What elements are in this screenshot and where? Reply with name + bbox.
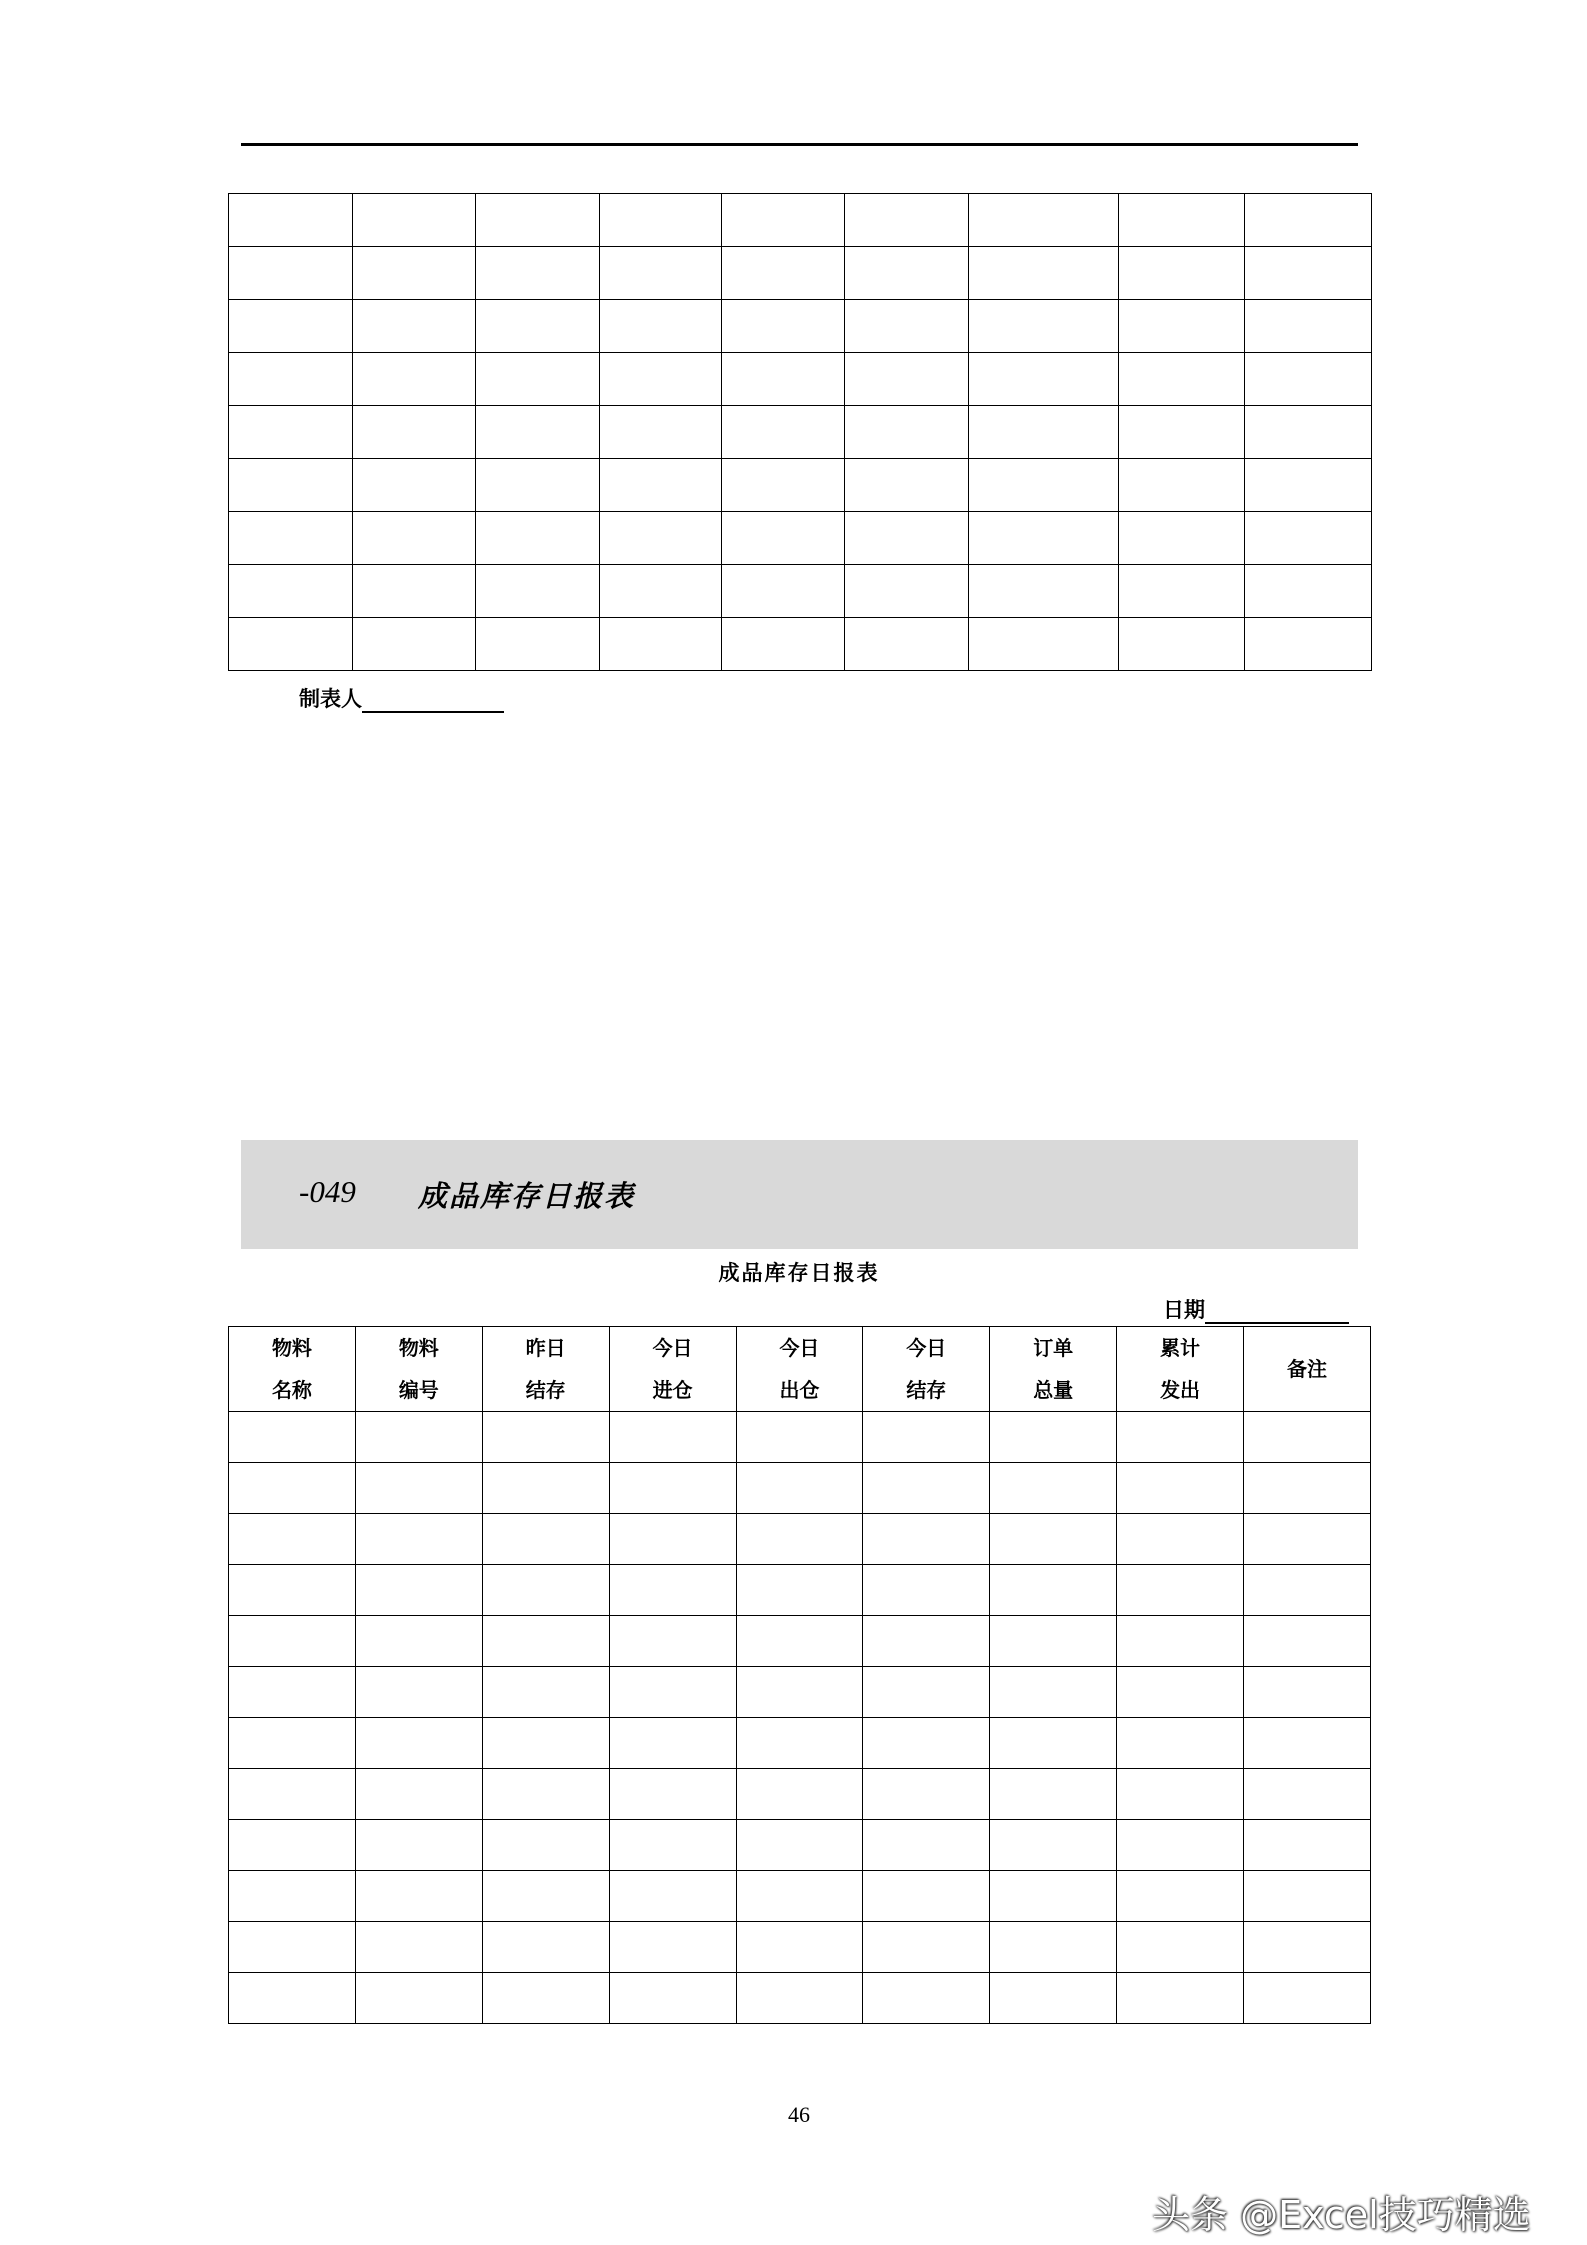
watermark: 头条 @Excel技巧精选: [1152, 2193, 1531, 2237]
table-cell[interactable]: [736, 1412, 863, 1463]
table-cell[interactable]: [609, 1463, 736, 1514]
table-cell[interactable]: [482, 1514, 609, 1565]
table-cell[interactable]: [482, 1667, 609, 1718]
table-cell[interactable]: [482, 1616, 609, 1667]
table-cell[interactable]: [990, 1718, 1117, 1769]
table-cell[interactable]: [1244, 1820, 1371, 1871]
table-cell[interactable]: [990, 1616, 1117, 1667]
table-row: [229, 247, 1372, 300]
table-cell[interactable]: [482, 1922, 609, 1973]
table-cell[interactable]: [355, 1922, 482, 1973]
table-cell[interactable]: [969, 565, 1119, 618]
column-header: [1244, 1327, 1371, 1412]
table-row: [229, 459, 1372, 512]
table-cell[interactable]: [229, 300, 353, 353]
table-cell[interactable]: [845, 512, 969, 565]
table-cell[interactable]: [1245, 194, 1372, 247]
table-cell[interactable]: [229, 247, 353, 300]
column-header: [355, 1327, 482, 1412]
table-cell[interactable]: [990, 1412, 1117, 1463]
table-cell[interactable]: [476, 353, 600, 406]
table-cell[interactable]: [355, 1871, 482, 1922]
table-cell[interactable]: [990, 1514, 1117, 1565]
column-header: [990, 1327, 1117, 1412]
table-cell[interactable]: [1244, 1667, 1371, 1718]
table-cell[interactable]: [229, 1820, 356, 1871]
table-row: [229, 194, 1372, 247]
table-cell[interactable]: [600, 512, 722, 565]
header-text: 总量: [1033, 1378, 1074, 1402]
table-cell[interactable]: [1119, 565, 1245, 618]
table-cell[interactable]: [476, 565, 600, 618]
table-cell[interactable]: [736, 1871, 863, 1922]
table-cell[interactable]: [229, 1769, 356, 1820]
column-header: [863, 1327, 990, 1412]
table-cell[interactable]: [229, 459, 353, 512]
table-cell[interactable]: [355, 1616, 482, 1667]
table-cell[interactable]: [355, 1718, 482, 1769]
table-cell[interactable]: [1117, 1718, 1244, 1769]
table-cell[interactable]: [1117, 1463, 1244, 1514]
table-cell[interactable]: [722, 618, 845, 671]
table-cell[interactable]: [229, 1871, 356, 1922]
table-cell[interactable]: [1245, 406, 1372, 459]
table-cell[interactable]: [863, 1412, 990, 1463]
table-cell[interactable]: [863, 1973, 990, 2024]
report-title: 成品库存日报表: [718, 1261, 880, 1285]
table-row: [229, 565, 1372, 618]
header-text: 发出: [1160, 1378, 1201, 1402]
header-text: 今日: [906, 1336, 947, 1360]
table-cell[interactable]: [1244, 1616, 1371, 1667]
table-cell[interactable]: [609, 1514, 736, 1565]
table-cell[interactable]: [969, 459, 1119, 512]
table-cell[interactable]: [969, 618, 1119, 671]
table-cell[interactable]: [476, 406, 600, 459]
header-text: 结存: [525, 1378, 566, 1402]
table-cell[interactable]: [1245, 353, 1372, 406]
column-header: [609, 1327, 736, 1412]
table-row: [229, 1514, 1371, 1565]
table-cell[interactable]: [482, 1718, 609, 1769]
table-cell[interactable]: [229, 1616, 356, 1667]
table-cell[interactable]: [1119, 353, 1245, 406]
table-cell[interactable]: [1119, 300, 1245, 353]
table-cell[interactable]: [229, 194, 353, 247]
table-cell[interactable]: [845, 406, 969, 459]
table-cell[interactable]: [229, 1463, 356, 1514]
header-text: 名称: [271, 1378, 312, 1402]
date-blank[interactable]: [1205, 1300, 1349, 1324]
table-cell[interactable]: [863, 1871, 990, 1922]
table-cell[interactable]: [600, 300, 722, 353]
header-text: 进仓: [652, 1378, 693, 1402]
table-cell[interactable]: [1244, 1922, 1371, 1973]
table-cell[interactable]: [1244, 1463, 1371, 1514]
table-cell[interactable]: [1245, 618, 1372, 671]
header-text: 今日: [779, 1336, 820, 1360]
table-cell[interactable]: [1119, 194, 1245, 247]
table-cell[interactable]: [990, 1820, 1117, 1871]
column-header: [1117, 1327, 1244, 1412]
table-cell[interactable]: [1117, 1667, 1244, 1718]
table-cell[interactable]: [476, 459, 600, 512]
table-cell[interactable]: [736, 1973, 863, 2024]
table-cell[interactable]: [1244, 1565, 1371, 1616]
maker-label: 制表人: [299, 687, 362, 711]
table-cell[interactable]: [229, 618, 353, 671]
table-cell[interactable]: [722, 406, 845, 459]
table-cell[interactable]: [482, 1412, 609, 1463]
date-label: 日期: [1163, 1298, 1205, 1322]
table-cell[interactable]: [1244, 1769, 1371, 1820]
table-cell[interactable]: [863, 1718, 990, 1769]
table-cell[interactable]: [353, 247, 476, 300]
table-cell[interactable]: [482, 1871, 609, 1922]
table-cell[interactable]: [229, 1973, 356, 2024]
table-cell[interactable]: [1244, 1973, 1371, 2024]
table-cell[interactable]: [1117, 1565, 1244, 1616]
table-cell[interactable]: [1119, 459, 1245, 512]
section-number: -049: [299, 1174, 356, 1209]
table-cell[interactable]: [736, 1463, 863, 1514]
table-cell[interactable]: [229, 353, 353, 406]
table-cell[interactable]: [1245, 512, 1372, 565]
table-cell[interactable]: [1117, 1616, 1244, 1667]
table-cell[interactable]: [1244, 1412, 1371, 1463]
table-cell[interactable]: [355, 1412, 482, 1463]
table-cell[interactable]: [1245, 459, 1372, 512]
header-text: 订单: [1033, 1336, 1074, 1360]
header-rule: [241, 143, 1358, 146]
table-cell[interactable]: [476, 618, 600, 671]
section-banner: [241, 1140, 1358, 1249]
table-cell[interactable]: [736, 1514, 863, 1565]
table-row: [229, 406, 1372, 459]
table-cell[interactable]: [722, 353, 845, 406]
table-cell[interactable]: [722, 300, 845, 353]
header-text: 昨日: [525, 1336, 566, 1360]
header-text: 备注: [1287, 1357, 1327, 1381]
table-cell[interactable]: [609, 1871, 736, 1922]
table-cell[interactable]: [863, 1565, 990, 1616]
table-cell[interactable]: [990, 1769, 1117, 1820]
table-cell[interactable]: [353, 300, 476, 353]
table-row: [229, 1565, 1371, 1616]
table-cell[interactable]: [736, 1922, 863, 1973]
table-cell[interactable]: [353, 406, 476, 459]
table-cell[interactable]: [990, 1871, 1117, 1922]
table-row: [229, 1718, 1371, 1769]
table-cell[interactable]: [863, 1769, 990, 1820]
table-cell[interactable]: [969, 300, 1119, 353]
table-row: [229, 300, 1372, 353]
table-cell[interactable]: [863, 1922, 990, 1973]
header-text: 出仓: [779, 1378, 820, 1402]
blank-table: [228, 193, 1372, 671]
table-cell[interactable]: [353, 618, 476, 671]
table-cell[interactable]: [990, 1922, 1117, 1973]
table-cell[interactable]: [482, 1769, 609, 1820]
table-cell[interactable]: [736, 1667, 863, 1718]
table-cell[interactable]: [355, 1820, 482, 1871]
table-cell[interactable]: [722, 459, 845, 512]
table-cell[interactable]: [1117, 1514, 1244, 1565]
table-row: [229, 618, 1372, 671]
table-cell[interactable]: [229, 1412, 356, 1463]
table-cell[interactable]: [736, 1565, 863, 1616]
header-text: 今日: [652, 1336, 693, 1360]
table-cell[interactable]: [1245, 247, 1372, 300]
column-header: [482, 1327, 609, 1412]
table-cell[interactable]: [845, 194, 969, 247]
table-cell[interactable]: [969, 512, 1119, 565]
header-row: [229, 1327, 1371, 1412]
header-text: 累计: [1160, 1336, 1201, 1360]
table-cell[interactable]: [482, 1463, 609, 1514]
table-cell[interactable]: [600, 194, 722, 247]
table-cell[interactable]: [969, 353, 1119, 406]
table-cell[interactable]: [990, 1565, 1117, 1616]
table-row: [229, 1973, 1371, 2024]
header-text: 编号: [398, 1378, 439, 1402]
table-cell[interactable]: [229, 1514, 356, 1565]
table-row: [229, 1463, 1371, 1514]
column-header: [229, 1327, 356, 1412]
table-cell[interactable]: [845, 459, 969, 512]
table-cell[interactable]: [1117, 1820, 1244, 1871]
table-cell[interactable]: [1117, 1871, 1244, 1922]
table-cell[interactable]: [600, 618, 722, 671]
table-row: [229, 1922, 1371, 1973]
table-row: [229, 353, 1372, 406]
table-cell[interactable]: [609, 1973, 736, 2024]
table-cell[interactable]: [722, 565, 845, 618]
table-cell[interactable]: [229, 1922, 356, 1973]
table-cell[interactable]: [1117, 1412, 1244, 1463]
table-cell[interactable]: [229, 1565, 356, 1616]
table-row: [229, 1616, 1371, 1667]
table-cell[interactable]: [353, 353, 476, 406]
table-cell[interactable]: [353, 512, 476, 565]
table-cell[interactable]: [722, 194, 845, 247]
section-title: 成品库存日报表: [418, 1179, 636, 1213]
table-cell[interactable]: [355, 1769, 482, 1820]
table-cell[interactable]: [863, 1820, 990, 1871]
table-row: [229, 1769, 1371, 1820]
table-cell[interactable]: [863, 1616, 990, 1667]
table-cell[interactable]: [722, 247, 845, 300]
table-cell[interactable]: [969, 406, 1119, 459]
table-cell[interactable]: [990, 1463, 1117, 1514]
table-cell[interactable]: [1119, 512, 1245, 565]
table-cell[interactable]: [722, 512, 845, 565]
table-cell[interactable]: [609, 1565, 736, 1616]
table-cell[interactable]: [969, 194, 1119, 247]
table-cell[interactable]: [609, 1718, 736, 1769]
table-cell[interactable]: [845, 300, 969, 353]
table-cell[interactable]: [476, 247, 600, 300]
table-cell[interactable]: [476, 194, 600, 247]
table-row: [229, 1871, 1371, 1922]
table-cell[interactable]: [1117, 1769, 1244, 1820]
table-cell[interactable]: [600, 353, 722, 406]
column-header: [736, 1327, 863, 1412]
table-cell[interactable]: [229, 565, 353, 618]
table-cell[interactable]: [736, 1820, 863, 1871]
table-cell[interactable]: [355, 1973, 482, 2024]
maker-blank[interactable]: [362, 689, 504, 713]
maker-field: [299, 683, 504, 713]
table-cell[interactable]: [229, 406, 353, 459]
table-cell[interactable]: [600, 406, 722, 459]
header-text: 物料: [271, 1336, 312, 1360]
table-cell[interactable]: [1245, 565, 1372, 618]
table-cell[interactable]: [482, 1820, 609, 1871]
table-cell[interactable]: [736, 1616, 863, 1667]
table-row: [229, 1667, 1371, 1718]
table-cell[interactable]: [476, 300, 600, 353]
inventory-table: [228, 1326, 1371, 2024]
table-cell[interactable]: [736, 1718, 863, 1769]
table-cell[interactable]: [609, 1412, 736, 1463]
table-cell[interactable]: [355, 1667, 482, 1718]
table-cell[interactable]: [476, 512, 600, 565]
table-cell[interactable]: [845, 565, 969, 618]
table-cell[interactable]: [1244, 1514, 1371, 1565]
table-cell[interactable]: [845, 353, 969, 406]
table-cell[interactable]: [863, 1514, 990, 1565]
date-field: [1163, 1294, 1349, 1324]
table-cell[interactable]: [482, 1565, 609, 1616]
page-number: 46: [788, 2102, 810, 2127]
table-cell[interactable]: [1245, 300, 1372, 353]
table-cell[interactable]: [845, 618, 969, 671]
header-text: 结存: [906, 1378, 947, 1402]
table-cell[interactable]: [863, 1463, 990, 1514]
table-cell[interactable]: [609, 1616, 736, 1667]
table-cell[interactable]: [229, 1718, 356, 1769]
table-cell[interactable]: [353, 194, 476, 247]
table-cell[interactable]: [1244, 1718, 1371, 1769]
table-cell[interactable]: [229, 1667, 356, 1718]
table-cell[interactable]: [600, 247, 722, 300]
table-cell[interactable]: [482, 1973, 609, 2024]
table-cell[interactable]: [353, 459, 476, 512]
table-cell[interactable]: [1119, 618, 1245, 671]
table-cell[interactable]: [990, 1667, 1117, 1718]
table-cell[interactable]: [609, 1667, 736, 1718]
table-cell[interactable]: [355, 1463, 482, 1514]
table-cell[interactable]: [969, 247, 1119, 300]
table-cell[interactable]: [609, 1922, 736, 1973]
table-cell[interactable]: [355, 1565, 482, 1616]
table-cell[interactable]: [1119, 406, 1245, 459]
table-cell[interactable]: [353, 565, 476, 618]
table-cell[interactable]: [1117, 1922, 1244, 1973]
table-cell[interactable]: [229, 512, 353, 565]
table-cell[interactable]: [600, 459, 722, 512]
table-row: [229, 1412, 1371, 1463]
table-cell[interactable]: [845, 247, 969, 300]
table-cell[interactable]: [609, 1769, 736, 1820]
table-cell[interactable]: [990, 1973, 1117, 2024]
table-cell[interactable]: [1117, 1973, 1244, 2024]
table-cell[interactable]: [609, 1820, 736, 1871]
table-cell[interactable]: [863, 1667, 990, 1718]
header-text: 物料: [398, 1336, 439, 1360]
table-row: [229, 512, 1372, 565]
table-cell[interactable]: [600, 565, 722, 618]
table-cell[interactable]: [1244, 1871, 1371, 1922]
table-row: [229, 1820, 1371, 1871]
table-cell[interactable]: [736, 1769, 863, 1820]
table-cell[interactable]: [1119, 247, 1245, 300]
table-cell[interactable]: [355, 1514, 482, 1565]
